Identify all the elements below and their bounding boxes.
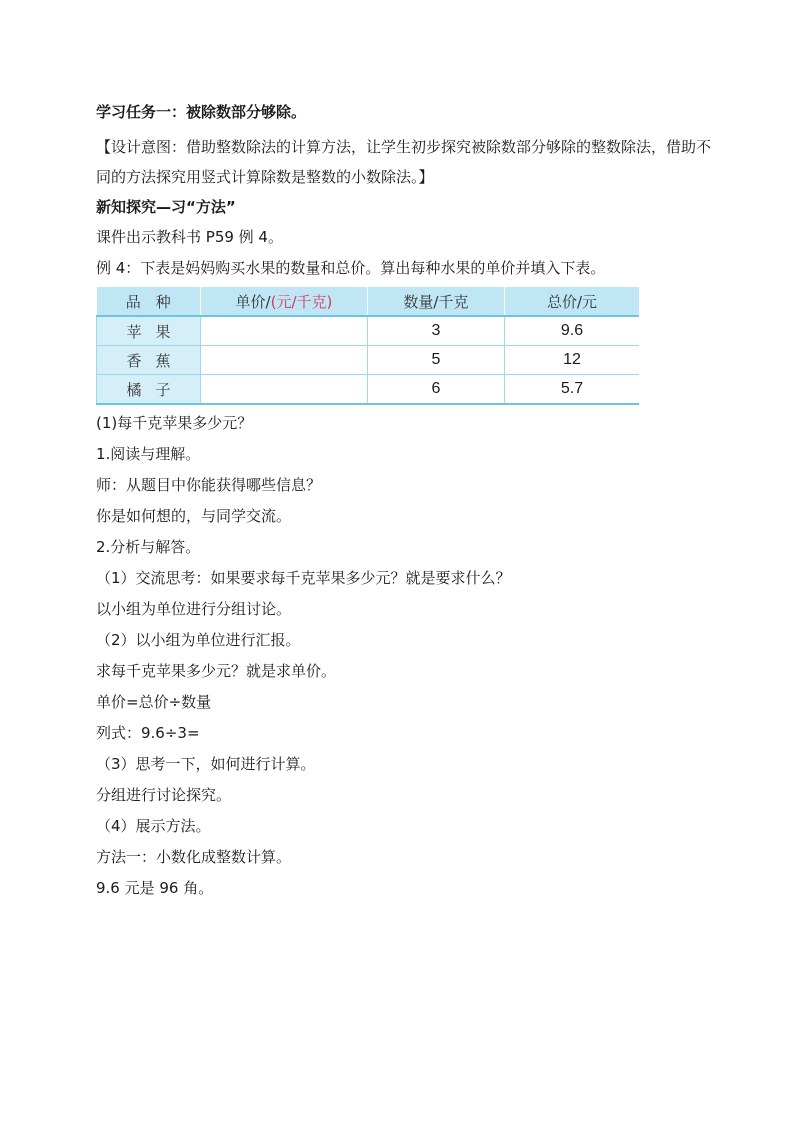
header-unit-price-prefix: 单价/ [235, 292, 271, 311]
row-total: 9.6 [504, 316, 639, 346]
example-line: 例 4：下表是妈妈购买水果的数量和总价。算出每种水果的单价并填入下表。 [96, 259, 606, 277]
body-line: 9.6 元是 96 角。 [96, 879, 214, 897]
design-intent: 【设计意图：借助整数除法的计算方法，让学生初步探究被除数部分够除的整数除法，借助不同的方法探究用竖式计算除数是整数的小数除法。】 [96, 138, 712, 186]
table-row [97, 375, 640, 405]
row-name: 香蕉 [97, 346, 201, 375]
task-title: 学习任务一：被除数部分够除。 [96, 103, 307, 121]
body-line: 1.阅读与理解。 [96, 445, 201, 463]
section-heading: 新知探究—习“方法” [96, 198, 236, 216]
row-total: 12 [504, 346, 639, 375]
body-line: （3）思考一下，如何进行计算。 [96, 755, 316, 773]
row-quantity: 5 [367, 346, 504, 375]
header-unit-price [200, 287, 367, 316]
row-quantity: 3 [367, 316, 504, 346]
body-line: 以小组为单位进行分组讨论。 [96, 600, 292, 618]
table-header-row [97, 287, 640, 316]
body-line: 单价=总价÷数量 [96, 693, 212, 711]
courseware-line: 课件出示教科书 P59 例 4。 [96, 228, 283, 246]
row-unit-price-cell[interactable] [200, 316, 367, 346]
body-line: 求每千克苹果多少元？就是求单价。 [96, 662, 337, 680]
body-line: 方法一：小数化成整数计算。 [96, 848, 292, 866]
body-line: 列式：9.6÷3= [96, 724, 200, 742]
row-quantity: 6 [367, 375, 504, 405]
row-name: 苹果 [97, 316, 201, 346]
body-line: （1）交流思考：如果要求每千克苹果多少元？就是要求什么？ [96, 569, 511, 587]
header-quantity: 数量/千克 [367, 287, 504, 316]
header-total: 总价/元 [504, 287, 639, 316]
table-row [97, 316, 640, 346]
table-row [97, 346, 640, 375]
body-line: (1)每千克苹果多少元？ [96, 414, 253, 432]
body-line: （4）展示方法。 [96, 817, 211, 835]
row-unit-price-cell[interactable] [200, 375, 367, 405]
header-variety: 品 种 [97, 287, 201, 316]
body-line: 分组进行讨论探究。 [96, 786, 232, 804]
row-unit-price-cell[interactable] [200, 346, 367, 375]
body-line: 你是如何想的，与同学交流。 [96, 507, 292, 525]
body-line: （2）以小组为单位进行汇报。 [96, 631, 301, 649]
row-total: 5.7 [504, 375, 639, 405]
fruit-price-table [96, 287, 639, 405]
body-line: 师：从题目中你能获得哪些信息？ [96, 476, 322, 494]
header-unit-price-unit: (元/千克) [270, 292, 333, 311]
row-name: 橘子 [97, 375, 201, 405]
body-line: 2.分析与解答。 [96, 538, 201, 556]
